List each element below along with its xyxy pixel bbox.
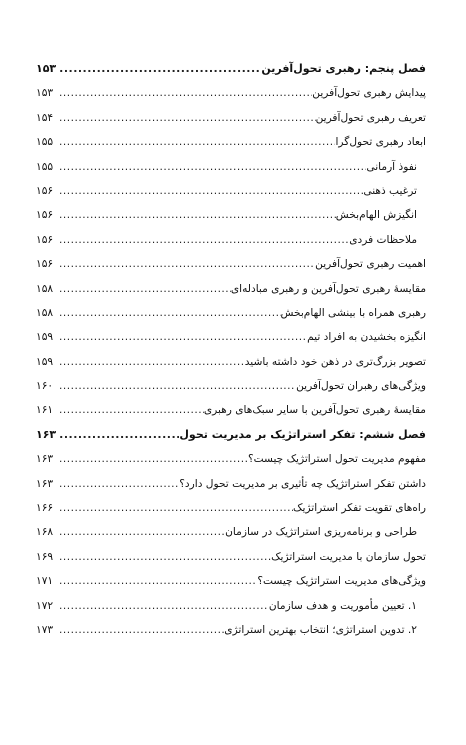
- page-number: ۱۵۶: [36, 209, 54, 222]
- page-number: ۱۵۸: [36, 306, 54, 319]
- dot-leader: [56, 81, 312, 105]
- toc-entry-row[interactable]: [36, 545, 426, 569]
- page-number: ۱۶۳: [36, 453, 54, 466]
- dot-leader: [56, 130, 335, 154]
- dot-leader: [56, 423, 179, 447]
- toc-entry-row[interactable]: [36, 203, 426, 227]
- entry-title: داشتن تفکر استراتژیک چه تأثیری بر مدیریت تحول دارد؟: [179, 477, 426, 490]
- page-number: ۱۵۵: [36, 160, 54, 173]
- entry-title: انگیزش الهام‌بخش: [335, 209, 417, 222]
- chapter-title: فصل پنجم: رهبری تحول‌آفرین: [261, 62, 426, 75]
- page-number: ۱۶۳: [36, 477, 54, 490]
- toc-entry-row[interactable]: [36, 301, 426, 325]
- page-number: ۱۶۶: [36, 502, 54, 515]
- entry-title: تصویر بزرگ‌تری در ذهن خود داشته باشید: [244, 355, 426, 368]
- page-number: ۱۵۴: [36, 111, 54, 124]
- page-number: ۱۵۵: [36, 136, 54, 149]
- entry-title: اهمیت رهبری تحول‌آفرین: [315, 258, 426, 271]
- page-number: ۱۵۶: [36, 258, 54, 271]
- page-number: ۱۷۲: [36, 599, 54, 612]
- page-number: ۱۵۹: [36, 355, 54, 368]
- toc-entry-row[interactable]: [36, 496, 426, 520]
- page-number: ۱۶۰: [36, 380, 54, 393]
- dot-leader: [56, 106, 316, 130]
- toc-entry-row[interactable]: [36, 520, 426, 544]
- dot-leader: [56, 569, 257, 593]
- chapter-title: فصل ششم: تفکر استراتژیک بر مدیریت تحول: [179, 427, 426, 441]
- page-number: ۱۵۶: [36, 184, 54, 197]
- dot-leader: [56, 252, 315, 276]
- entry-title: مقایسۀ رهبری تحول‌آفرین با سایر سبک‌های رهبری: [203, 404, 426, 417]
- toc-entry-row[interactable]: [36, 252, 426, 276]
- dot-leader: [56, 472, 179, 496]
- dot-leader: [56, 545, 271, 569]
- entry-title: ترغیب ذهنی: [363, 184, 417, 197]
- dot-leader: [56, 447, 248, 471]
- page-number: ۱۵۳: [36, 62, 57, 75]
- page-number: ۱۵۸: [36, 282, 54, 295]
- toc-entry-row[interactable]: [36, 130, 426, 154]
- page-number: ۱۶۸: [36, 526, 54, 539]
- page-number: ۱۵۶: [36, 233, 54, 246]
- dot-leader: [56, 374, 296, 398]
- entry-title: ۱. تعیین مأموریت و هدف سازمان: [268, 599, 417, 612]
- toc-entry-row[interactable]: [36, 569, 426, 593]
- entry-title: طراحی و برنامه‌ریزی استراتژیک در سازمان: [225, 526, 417, 539]
- page-number: ۱۷۳: [36, 623, 54, 636]
- entry-title: مقایسۀ رهبری تحول‌آفرین و رهبری مبادله‌ای: [230, 282, 426, 295]
- toc-entry-row[interactable]: [36, 618, 426, 642]
- dot-leader: [56, 301, 281, 325]
- dot-leader: [56, 155, 366, 179]
- toc-entry-row[interactable]: [36, 228, 426, 252]
- entry-title: تعریف رهبری تحول‌آفرین: [315, 111, 426, 124]
- dot-leader: [56, 228, 349, 252]
- entry-title: ویژگی‌های رهبران تحول‌آفرین: [296, 380, 426, 393]
- toc-entry-row[interactable]: [36, 179, 426, 203]
- entry-title: ملاحظات فردی: [349, 233, 417, 246]
- page-number: ۱۷۱: [36, 575, 54, 588]
- entry-title: نفوذ آرمانی: [366, 160, 417, 173]
- entry-title: ویژگی‌های مدیریت استراتژیک چیست؟: [257, 575, 426, 588]
- toc-entry-row[interactable]: [36, 350, 426, 374]
- entry-title: ۲. تدوین استراتژی؛ انتخاب بهترین استراتژی: [224, 623, 417, 636]
- toc-entry-row[interactable]: [36, 277, 426, 301]
- page-number: ۱۶۹: [36, 550, 54, 563]
- toc-entry-row[interactable]: [36, 594, 426, 618]
- page-number: ۱۵۳: [36, 87, 54, 100]
- entry-title: پیدایش رهبری تحول‌آفرین: [312, 87, 426, 100]
- dot-leader: [56, 325, 307, 349]
- entry-title: راه‌های تقویت تفکر استراتژیک: [293, 502, 426, 515]
- toc-entry-row[interactable]: [36, 325, 426, 349]
- dot-leader: [56, 520, 225, 544]
- entry-title: مفهوم مدیریت تحول استراتژیک چیست؟: [247, 453, 426, 466]
- page-number: ۱۵۹: [36, 331, 54, 344]
- dot-leader: [56, 350, 245, 374]
- table-of-contents: [36, 57, 426, 642]
- toc-entry-row[interactable]: [36, 398, 426, 422]
- entry-title: ابعاد رهبری تحول‌گرا: [335, 136, 426, 149]
- dot-leader: [56, 57, 261, 81]
- dot-leader: [56, 277, 231, 301]
- toc-chapter-row[interactable]: [36, 57, 426, 81]
- toc-entry-row[interactable]: [36, 106, 426, 130]
- dot-leader: [56, 398, 204, 422]
- page-number: ۱۶۱: [36, 404, 54, 417]
- toc-entry-row[interactable]: [36, 155, 426, 179]
- dot-leader: [56, 203, 336, 227]
- entry-title: تحول سازمان با مدیریت استراتژیک: [271, 550, 426, 563]
- toc-entry-row[interactable]: [36, 374, 426, 398]
- dot-leader: [56, 594, 269, 618]
- toc-entry-row[interactable]: [36, 472, 426, 496]
- entry-title: رهبری همراه با بینشی الهام‌بخش: [280, 306, 426, 319]
- dot-leader: [56, 496, 293, 520]
- dot-leader: [56, 179, 363, 203]
- toc-entry-row[interactable]: [36, 447, 426, 471]
- entry-title: انگیزه بخشیدن به افراد تیم: [307, 331, 426, 344]
- toc-entry-row[interactable]: [36, 81, 426, 105]
- dot-leader: [56, 618, 224, 642]
- toc-chapter-row[interactable]: [36, 423, 426, 447]
- page-number: ۱۶۳: [36, 427, 57, 441]
